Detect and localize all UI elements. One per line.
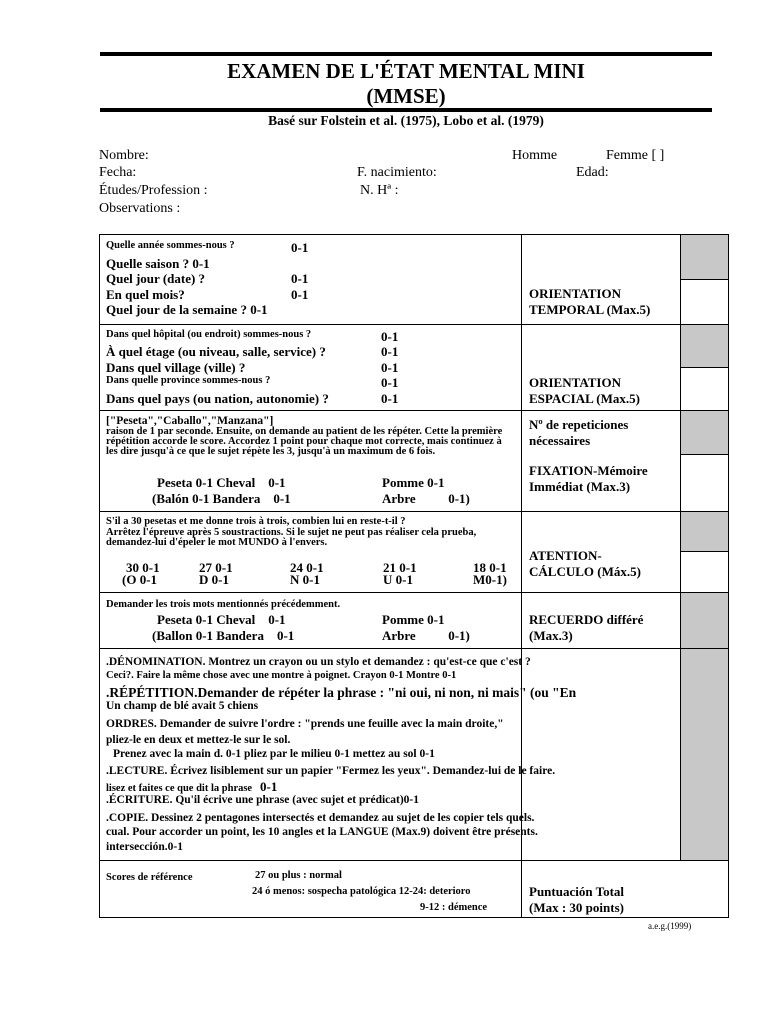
field-nombre: Nombre: (99, 148, 149, 163)
row-divider (99, 648, 729, 649)
field-nha: N. Hª : (360, 183, 399, 198)
s5-row2a: (Ballon 0-1 Bandera 0-1 (152, 628, 295, 643)
score-box-fixation (681, 411, 728, 454)
s1-q3: Quel jour (date) ? (106, 271, 206, 286)
score-box-temporal (681, 235, 728, 279)
s7-normal: 27 ou plus : normal (255, 870, 342, 881)
s6-copie-3: intersección.0-1 (106, 841, 183, 853)
s4-n5: 18 0-1 (473, 560, 507, 575)
s3-label-top: Nº de repeticiones nécessaires (529, 417, 629, 448)
s1-q4: En quel mois? (106, 287, 185, 302)
s3-instructions: raison de 1 par seconde. Ensuite, on demande au patient de les répéter. Cette la première répétition accorde le score. Accordez 1 point pour chaque mot correcte, mais continuez à les dire jusqu'à ce que le sujet répète les 3, jusqu'à un maximum de 6 fois. (106, 426, 503, 457)
s6-denomination: .DÉNOMINATION. Montrez un crayon ou un stylo et demandez : qu'est-ce que c'est ? (106, 656, 531, 668)
s6-repetition-2: Un champ de blé avait 5 chiens (106, 700, 259, 712)
s6-lecture-2: lisez et faites ce que dit la phrase (106, 783, 253, 794)
row-divider (99, 511, 729, 512)
s5-row1b: Pomme 0-1 (382, 612, 445, 627)
s1-q5: Quel jour de la semaine ? 0-1 (106, 302, 268, 317)
s4-label: ATENTION- CÁLCULO (Máx.5) (529, 548, 641, 579)
s6-lecture-score: 0-1 (260, 779, 278, 794)
footer-credit: a.e.g.(1999) (648, 921, 692, 931)
field-fecha: Fecha: (99, 165, 137, 180)
s4-instructions: Arrêtez l'épreuve après 5 soustractions. Si le sujet ne peut pas réaliser cela prueba, demandez-lui d'épeler le mot MUNDO à l'envers. (106, 527, 477, 548)
s1-label: ORIENTATION TEMPORAL (Max.5) (529, 286, 651, 317)
s1-q1: Quelle année sommes-nous ? (106, 240, 235, 251)
s4-l2: D 0-1 (199, 572, 229, 587)
row-divider (99, 592, 729, 593)
row-divider (99, 324, 729, 325)
s4-n1: 30 0-1 (126, 560, 160, 575)
s6-copie-2: cual. Pour accorder un point, les 10 angles et la LANGUE (Max.9) doivent être présents. (106, 826, 538, 838)
form-title-line2: (MMSE) (366, 84, 446, 108)
top-rule (100, 52, 712, 56)
score-box-espacial (681, 325, 728, 367)
s5-row1a: Peseta 0-1 Cheval 0-1 (157, 612, 286, 627)
s4-n3: 24 0-1 (290, 560, 324, 575)
s2-q3: Dans quel village (ville) ? (106, 360, 246, 375)
s3-row2a: (Balón 0-1 Bandera 0-1 (152, 491, 291, 506)
s2-label: ORIENTATION ESPACIAL (Max.5) (529, 375, 640, 406)
s5-label: RECUERDO différé (Max.3) (529, 612, 644, 643)
s2-q2: À quel étage (ou niveau, salle, service) ? (106, 344, 326, 359)
s3-row1b: Pomme 0-1 (382, 475, 445, 490)
s4-n4: 21 0-1 (383, 560, 417, 575)
row-divider (99, 410, 729, 411)
s7-deterioro: 24 ó menos: sospecha patológica 12-24: deterioro (252, 886, 471, 897)
field-edad: Edad: (576, 165, 609, 180)
s6-repetition: .RÉPÉTITION.Demander de répéter la phrase : "ni oui, ni non, ni mais" (ou "En (106, 685, 577, 700)
s2-q4: Dans quelle province sommes-nous ? (106, 375, 271, 386)
s5-q1: Demander les trois mots mentionnés précédemment. (106, 599, 341, 610)
s6-denomination-2: Ceci?. Faire la même chose avec une montre à poignet. Crayon 0-1 Montre 0-1 (106, 670, 457, 681)
score-split (680, 367, 729, 368)
s6-ecriture: .ÉCRITURE. Qu'il écrive une phrase (avec sujet et prédicat)0-1 (106, 794, 420, 806)
field-nacimiento: F. nacimiento: (357, 165, 437, 180)
s3-row1a: Peseta 0-1 Cheval 0-1 (157, 475, 286, 490)
s2-q1: Dans quel hôpital (ou endroit) sommes-nous ? (106, 329, 312, 340)
s4-n2: 27 0-1 (199, 560, 233, 575)
s6-lecture: .LECTURE. Écrivez lisiblement sur un papier "Fermez les yeux". Demandez-lui de le faire. (106, 765, 556, 777)
field-homme: Homme (512, 148, 558, 163)
s6-ordres-3: Prenez avec la main d. 0-1 pliez par le milieu 0-1 mettez au sol 0-1 (113, 748, 435, 760)
title-underline (100, 108, 712, 112)
form-subtitle: Basé sur Folstein et al. (1975), Lobo et al. (1979) (268, 113, 544, 128)
field-femme: Femme [ ] (606, 148, 665, 163)
s7-ref-label: Scores de référence (106, 872, 193, 883)
s3-row2b: Arbre 0-1) (382, 491, 470, 506)
s1-q2: Quelle saison ? 0-1 (106, 256, 210, 271)
s6-ordres: ORDRES. Demander de suivre l'ordre : "prends une feuille avec la main droite," (106, 718, 504, 730)
s4-q1: S'il a 30 pesetas et me donne trois à trois, combien lui en reste-t-il ? (106, 516, 406, 527)
s5-row2b: Arbre 0-1) (382, 628, 470, 643)
s2-q5-score: 0-1 (381, 391, 399, 406)
score-box-recuerdo (681, 593, 728, 648)
s4-l5: M0-1) (473, 572, 507, 587)
row-divider (99, 860, 729, 861)
s2-q2-score: 0-1 (381, 344, 399, 359)
s2-q3-score: 0-1 (381, 360, 399, 375)
s6-ordres-2: pliez-le en deux et mettez-le sur le sol. (106, 734, 291, 746)
s1-q4-score: 0-1 (291, 287, 309, 302)
field-etudes: Études/Profession : (99, 183, 208, 198)
s7-total-label: Puntuación Total (Max : 30 points) (529, 884, 625, 915)
form-title-line1: EXAMEN DE L'ÉTAT MENTAL MINI (227, 59, 585, 83)
s7-demence: 9-12 : démence (420, 902, 488, 913)
s3-label: FIXATION-Mémoire Immédiat (Max.3) (529, 463, 648, 494)
s1-q1-score: 0-1 (291, 240, 309, 255)
s1-q3-score: 0-1 (291, 271, 309, 286)
s2-q5: Dans quel pays (ou nation, autonomie) ? (106, 391, 329, 406)
s6-copie: .COPIE. Dessinez 2 pentagones intersectés et demandez au sujet de les copier tels quels. (106, 812, 535, 824)
s2-q4-score: 0-1 (381, 375, 399, 390)
score-split (680, 454, 729, 455)
score-box-calcul (681, 512, 728, 551)
s2-q1-score: 0-1 (381, 329, 399, 344)
s4-l1: (O 0-1 (122, 572, 158, 587)
score-split (680, 279, 729, 280)
score-split (680, 551, 729, 552)
s3-words: ["Peseta","Caballo","Manzana"] (106, 415, 274, 427)
field-observations: Observations : (99, 201, 181, 216)
s4-l3: N 0-1 (290, 572, 320, 587)
s4-l4: U 0-1 (383, 572, 413, 587)
score-box-language (681, 649, 728, 860)
